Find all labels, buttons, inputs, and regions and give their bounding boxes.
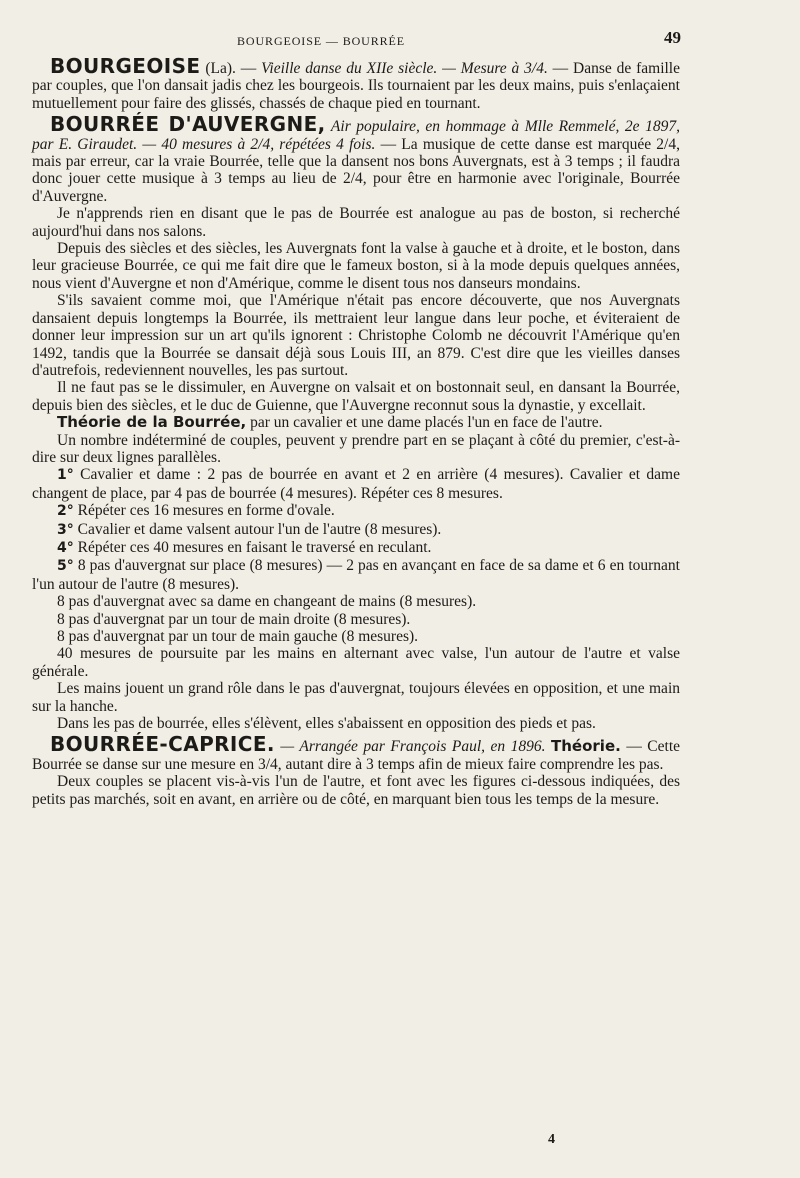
paragraph: Deux couples se placent vis-à-vis l'un de l'autre, et font avec les figures ci-dessous indiquées, des petits pas marchés, soit en avant, en arrière ou de côté, en marquant bien tous les temps de la mesure. [32,773,680,808]
section-heading: Théorie de la Bourrée, [57,413,247,432]
paragraph: 8 pas d'auvergnat par un tour de main droite (8 mesures). [57,610,411,628]
paragraph: Depuis des siècles et des siècles, les Auvergnats font la valse à gauche et à droite, et le boston, dans leur gracieuse Bourrée, ce qui me fait dire que le fameux boston, si à la mode depuis quelques années, nous vient d'Auvergne et non d'Amérique, comme le disent tous nos danseurs mondains. [32,240,680,292]
entry-bourree-auvergne: BOURRÉE D'AUVERGNE, Air populaire, en hommage à Mlle Remmelé, 2e 1897, par E. Giraudet. — 40 mesures à 2/4, répétées 4 fois. — La musique de cette danse est marquée 2/4, mais par erreur, car la vraie Bourrée, telle que la dansent nos bons Auvergnats, est à 3 temps ; il faudra donc jouer cette musique à 3 temps au lieu de 2/4, pour être en harmonie avec l'originale, Bourrée d'Auvergne. [32,112,680,205]
signature-mark: 4 [548,1132,555,1147]
step-item: 4° Répéter ces 40 mesures en faisant le traversé en reculant. [57,538,432,556]
step-item: 3° Cavalier et dame valsent autour l'un de l'autre (8 mesures). [57,520,442,538]
entry-title: BOURRÉE-CAPRICE. [50,732,275,757]
step-item: 1° Cavalier et dame : 2 pas de bourrée en avant et 2 en arrière (4 mesures). Cavalier et dame changent de place, par 4 pas de bourrée (4 mesures). Répéter ces 8 mesures. [32,466,680,502]
paragraph: Un nombre indéterminé de couples, peuvent y prendre part en se plaçant à côté du premier, c'est-à-dire sur deux lignes parallèles. [32,431,680,466]
entry-bourgeoise: BOURGEOISE (La). — Vieille danse du XIIe siècle. — Mesure à 3/4. — Danse de famille par couples, que l'on dansait jadis chez les bourgeois. Ils tournaient par les deux mains, puis s'enlaçaient mutuellement pour faire des glissés, chassés de chaque pied en tournant. [32,54,680,112]
paragraph: Il ne faut pas se le dissimuler, en Auvergne on valsait et on bostonnait seul, en dansant la Bourrée, depuis bien des siècles, et le duc de Guienne, que l'Auvergne reconnut sous la dynastie, y excellait. [32,379,680,414]
running-head: BOURGEOISE — BOURRÉE [237,34,406,48]
paragraph: 8 pas d'auvergnat avec sa dame en changeant de mains (8 mesures). [57,593,477,611]
paragraph: Je n'apprends rien en disant que le pas de Bourrée est analogue au pas de boston, si recherché aujourd'hui dans nos salons. [32,205,680,240]
page-body [32,54,681,808]
step-item: 5° 8 pas d'auvergnat sur place (8 mesures) — 2 pas en avançant en face de sa dame et 6 en tournant l'un autour de l'autre (8 mesures). [32,557,680,593]
page-header [32,26,680,52]
paragraph: 8 pas d'auvergnat par un tour de main gauche (8 mesures). [57,628,419,645]
paragraph: Les mains jouent un grand rôle dans le pas d'auvergnat, toujours élevées en opposition, et une main sur la hanche. [32,680,680,715]
theorie-paragraph: Théorie de la Bourrée, par un cavalier et une dame placés l'un en face de l'autre. [57,413,603,432]
paragraph: Dans les pas de bourrée, elles s'élèvent, elles s'abaissent en opposition des pieds et pas. [57,715,596,733]
entry-title: BOURRÉE D'AUVERGNE, [50,112,326,137]
paragraph: 40 mesures de poursuite par les mains en alternant avec valse, l'un autour de l'autre et valse générale. [32,645,680,680]
section-heading: Théorie. [551,737,621,756]
step-item: 2° Répéter ces 16 mesures en forme d'ovale. [57,502,335,520]
page-number: 49 [664,28,681,47]
entry-title: BOURGEOISE [50,54,201,78]
entry-bourree-caprice: BOURRÉE-CAPRICE. — Arrangée par François Paul, en 1896. Théorie. — Cette Bourrée se danse sur une mesure en 3/4, autant dire à 3 temps afin de mieux faire comprendre les pas. [32,732,681,773]
paragraph: S'ils savaient comme moi, que l'Amérique n'était pas encore découverte, que nos Auvergnats dansaient depuis longtemps la Bourrée, ils mettraient leur langue dans leur poche, et éviteraient de donner leur impression sur un art qu'ils ignorent : Christophe Colomb ne découvrit l'Amérique qu'en 1492, tandis que la Bourrée se dansait déjà sous Louis III, an 879. C'est dire que les vieilles danses d'autrefois, redeviennent nouvelles, les pas surtout. [32,292,680,379]
